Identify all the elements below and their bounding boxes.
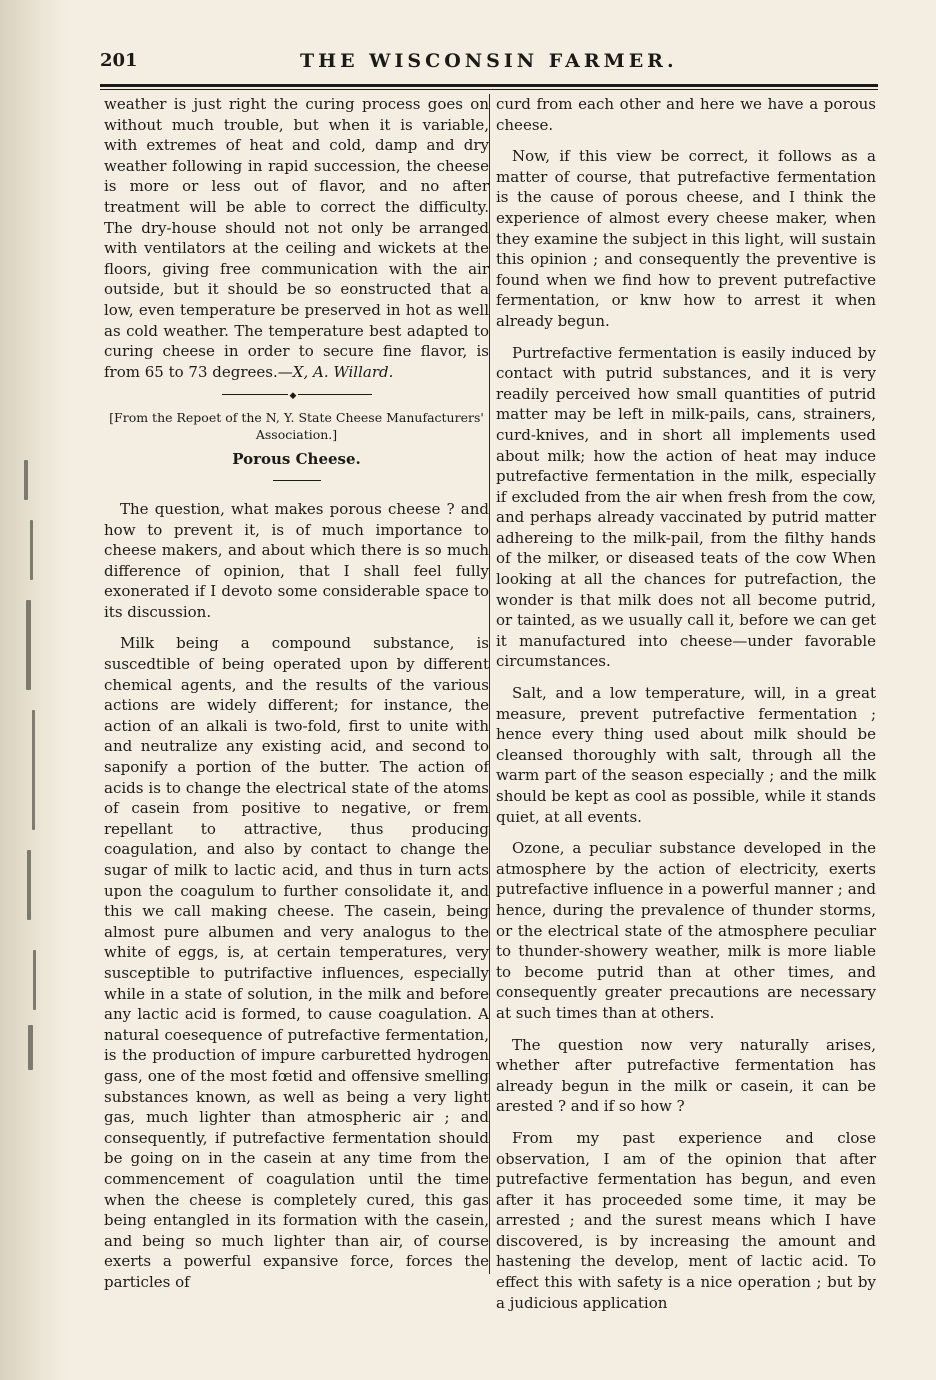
right-column — [496, 94, 876, 1324]
paragraph: Salt, and a low temperature, will, in a great measure, prevent putrefactive fermentation ; hence every thing used about milk should be cleansed thoroughly with salt, through all the warm part of the season especially ; and the milk should be kept as cool as possible, while it stands quiet, at all events. — [496, 684, 876, 826]
paragraph: The question now very naturally arises, whether after putrefactive fermentation has already begun in the milk or casein, it can be arested ? and if so how ? — [496, 1035, 876, 1116]
bleed-through-marks — [24, 450, 52, 1090]
header-rule-thin — [100, 89, 878, 90]
paragraph: Ozone, a peculiar substance developed in the atmosphere by the action of electricity, exerts putrefactive influence in a powerful manner ; and hence, during the prevalence of thunder storms, or the electrical state of the atmosphere peculiar to thunder-showery weather, milk is more liable to become putrid than at other times, and consequently greater precautions are necessary at such times than at others. — [496, 839, 876, 1022]
paragraph: Milk being a compound substance, is suscedtible of being operated upon by different chemical agents, and the results of the various actions are widely different; for instance, the action of an alkali is two-fold, first to unite with and neutralize any existing acid, and second to saponify a portion of the butter. The action of acids is to change the electrical state of the atoms of casein from positive to negative, or frem repellant to attractive, thus producing coagulation, and also by contact to change the sugar of milk to lactic acid, and thus in turn acts upon the coagulum to further consolidate it, and this we call making cheese. The casein, being almost pure albumen and very analogus to the white of eggs, is, at certain temperatures, very susceptible to putrifactive influences, especially while in a state of solution, in the milk and before any lactic acid is formed, to cause coagulation. A natural coesequence of putrefactive fermentation, is the production of impure carburetted hydrogen gass, one of the most fœtid and offensive smelling substances known, as well as being a very light gas, much lighter than atmospheric air ; and consequently, if putrefactive fermentation should be going on in the casein at any time from the commencement of coagulation until the time when the cheese is completely cured, this gas being entangled in its formation with the casein, and being so much lighter than air, of course exerts a powerful expansive force, forces the particles of — [104, 634, 489, 1291]
header-rule-thick — [100, 84, 878, 87]
intro-paragraph — [104, 94, 489, 382]
section-divider — [222, 394, 372, 395]
title-rule — [273, 480, 321, 481]
page-header — [100, 48, 880, 74]
paragraph: Now, if this view be correct, it follows as a matter of course, that putrefactive fermentation is the cause of porous cheese, and I think the experience of almost every cheese maker, when they examine the subject in this light, will sustain this opinion ; and consequently the preventive is found when we find how to prevent putrefactive fermentation, or knw how to arrest it when already begun. — [496, 147, 876, 330]
paragraph: From my past experience and close observation, I am of the opinion that after putrefactive fermentation has begun, and even after it has proceeded some time, it may be arrested ; and the surest means which I have discovered, is by increasing the amount and hastening the develop, ment of lactic acid. To effect this with safety is a nice operation ; but by a judicious application — [496, 1128, 876, 1312]
left-column — [104, 94, 489, 1303]
source-note: [From the Repoet of the N, Y. State Cheese Manufacturers' Association.] — [109, 410, 484, 443]
continuation-paragraph: curd from each other and here we have a porous cheese. — [496, 95, 876, 134]
paragraph: The question, what makes porous cheese ? and how to prevent it, is of much importance to cheese makers, and about which there is so much difference of opinion, that I shall feel fully exonerated if I devoto some considerable space to its discussion. — [104, 499, 489, 621]
article-title: Porous Cheese. — [232, 450, 361, 469]
column-divider — [489, 94, 490, 1274]
signature: —X, A. Willard. — [277, 362, 394, 381]
paragraph: Purtrefactive fermentation is easily induced by contact with putrid substances, and it is very readily perceived how small quantities of putrid matter may be left in milk-pails, cans, strainers, curd-knives, and in short all implements used about milk; how the action of heat may induce putrefactive fermentation in the milk, especially if excluded from the air when fresh from the cow, and perhaps already vaccinated by putrid matter adhereing to the milk-pail, from the filthy hands of the milker, or diseased teats of the cow When looking at all the chances for putrefaction, the wonder is that milk does not all become putrid, or tainted, as we usually call it, before we can get it manufactured into cheese—under favorable circumstances. — [496, 343, 876, 671]
intro-text: weather is just right the curing process goes on without much trouble, but when it is variable, with extremes of heat and cold, damp and dry weather following in rapid succession, the cheese is more or less out of flavor, and no after treatment will be able to correct the difficulty. The dry-house should not not only be arranged with ventilators at the ceiling and wickets at the floors, giving free communication with the air outside, but it should be so eonstructed that a low, even temperature be preserved in hot as well as cold weather. The temperature best adapted to curing cheese in order to secure fine flavor, is from 65 to 73 degrees. — [104, 95, 489, 381]
page-number: 201 — [100, 50, 138, 71]
running-title: THE WISCONSIN FARMER. — [300, 50, 678, 72]
